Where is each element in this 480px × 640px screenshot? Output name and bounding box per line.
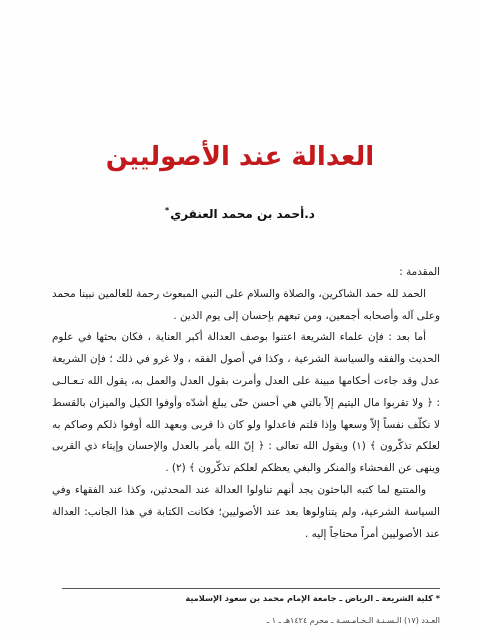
intro-heading: المقدمة : bbox=[399, 266, 440, 278]
author-name: د.أحمد بن محمد العنقري bbox=[170, 207, 315, 221]
article-title: العدالة عند الأصوليين bbox=[105, 142, 375, 172]
running-footer: العـدد (١٧) الـسـنـة الـخـامـسـة ـ محرم ١٤٢٤هـ ـ ١ ـ bbox=[266, 616, 440, 625]
paragraph-2: أما بعد : فإن علماء الشريعة اعتنوا بوصف العدالة أكبر العناية ، فكان بحثها في علوم الحديث والفقه والسياسة الشرعية ، وكذا في أصول الفقه ، ولا غرو في ذلك ؛ فإن الشريعة عدل وقد جاءت أحكامها مبينة على العدل وأمرت بقول العدل والعمل به، يقول الله تـعـالـى : ﴿ ولا تقربوا مال اليتيم إلاّ بالتي هي أحسن حتّى يبلغ أشدّه وأوفوا الكيل والميزان بالقسط لا نكلّف نفساً إلاّ وسعها وإذا قلتم فاعدلوا ولو كان ذا قربى وبعهد الله أوفوا ذلكم وصاكم به لعلكم تذكّرون ﴾ (١) ويقول الله تعالى : ﴿ إنّ الله يأمر بالعدل والإحسان وإيتاء ذي القربى وينهى عن الفحشاء والمنكر والبغي يعظكم لعلكم تذكّرون ﴾ (٢) . bbox=[52, 331, 441, 475]
paragraph-3: والمتتبع لما كتبه الباحثون يجد أنهم تناولوا العدالة عند المحدثين، وكذا عند الفقهاء وفي السياسة الشرعية، ولم يتناولوها بعد عند الأصوليين؛ فكانت الكتابة في هذا الجانب: العدالة عند الأصوليين أمراً محتاجاً إليه . bbox=[52, 483, 440, 540]
author-line bbox=[60, 206, 420, 221]
footnote: * كلية الشريعة ـ الرياض ـ جامعة الإمام محمد بن سعود الإسلامية bbox=[185, 593, 440, 603]
article-body bbox=[52, 262, 440, 545]
footnote-divider bbox=[62, 588, 440, 589]
author-footnote-marker: * bbox=[165, 206, 170, 215]
paragraph-1: الحمد لله حمد الشاكرين، والصلاة والسلام على النبي المبعوث رحمة للعالمين نبينا محمد وعلى آله وأصحابه أجمعين، ومن تبعهم بإحسان إلى يوم الدين . bbox=[52, 287, 440, 322]
